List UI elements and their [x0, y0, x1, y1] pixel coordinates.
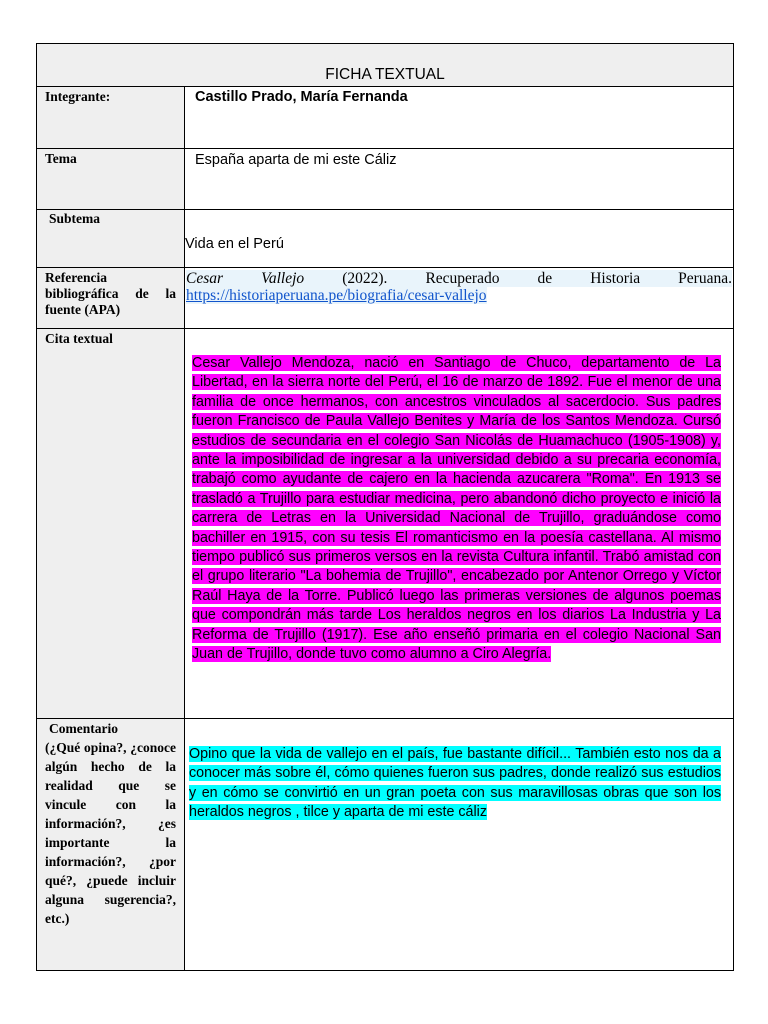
subtema-label: Subtema — [37, 210, 185, 268]
tema-row — [37, 149, 734, 210]
comentario-row — [37, 719, 734, 971]
comentario-text: Opino que la vida de vallejo en el país, fue bastante difícil... También esto nos da a conocer más sobre él, cómo quienes fueron sus padres, donde realizó sus estudios y en cómo se convirtió en un gran poeta con sus maravillosas obras que son los heraldos negros , tilce y aparta de mi este cáliz — [189, 746, 721, 821]
referencia-text: (2022). Recuperado de Historia Peruana. — [304, 270, 732, 287]
cita-value — [185, 329, 734, 719]
cita-label: Cita textual — [37, 329, 185, 719]
cita-row — [37, 329, 734, 719]
integrante-row — [37, 87, 734, 149]
referencia-author: Cesar Vallejo — [186, 270, 305, 287]
title-cell — [37, 44, 734, 87]
comentario-label-cell — [37, 719, 185, 971]
integrante-label: Integrante: — [37, 87, 185, 149]
referencia-label: Referencia bibliográfica de la fuente (APA) — [37, 268, 185, 329]
ficha-textual-table — [36, 43, 734, 971]
subtema-row — [37, 210, 734, 268]
subtema-value: Vida en el Perú — [185, 210, 734, 268]
comentario-label: Comentario — [49, 721, 118, 736]
comentario-value — [185, 719, 734, 971]
referencia-value — [185, 268, 734, 329]
integrante-value: Castillo Prado, María Fernanda — [185, 87, 734, 149]
tema-value: España aparta de mi este Cáliz — [185, 149, 734, 210]
referencia-row — [37, 268, 734, 329]
title-row — [37, 44, 734, 87]
referencia-citation — [186, 270, 732, 287]
tema-label: Tema — [37, 149, 185, 210]
document-title: FICHA TEXTUAL — [325, 66, 445, 83]
comentario-question: (¿Qué opina?, ¿conoce algún hecho de la realidad que se vincule con la información?, ¿es importante la información?, ¿por qué?, ¿puede incluir alguna sugerencia?, etc.) — [45, 740, 176, 926]
referencia-link[interactable]: https://historiaperuana.pe/biografia/cesar-vallejo — [186, 287, 487, 304]
cita-text: Cesar Vallejo Mendoza, nació en Santiago de Chuco, departamento de La Libertad, en la sierra norte del Perú, el 16 de marzo de 1892. Fue el menor de una familia de once hermanos, con ancestros vinculados al sacerdocio. Sus padres fueron Francisco de Paula Vallejo Benites y María de los Santos Mendoza. Cursó estudios de secundaria en el colegio San Nicolás de Huamachuco (1905-1908) y, ante la imposibilidad de ingresar a la universidad debido a su precaria economía, trabajó como ayudante de cajero en la hacienda azucarera "Roma". En 1913 se trasladó a Trujillo para estudiar medicina, pero abandonó dicho proyecto e inició la carrera de Letras en la Universidad Nacional de Trujillo, graduándose como bachiller en 1915, con su tesis El romanticismo en la poesía castellana. Al mismo tiempo publicó sus primeros versos en la revista Cultura infantil. Trabó amistad con el grupo literario "La bohemia de Trujillo", encabezado por Antenor Orrego y Víctor Raúl Haya de la Torre. Publicó luego las primeras versiones de algunos poemas que compondrán más tarde Los heraldos negros en los diarios La Industria y La Reforma de Trujillo (1917). Ese año enseñó primaria en el colegio Nacional San Juan de Trujillo, donde tuvo como alumno a Ciro Alegría. — [192, 355, 721, 663]
